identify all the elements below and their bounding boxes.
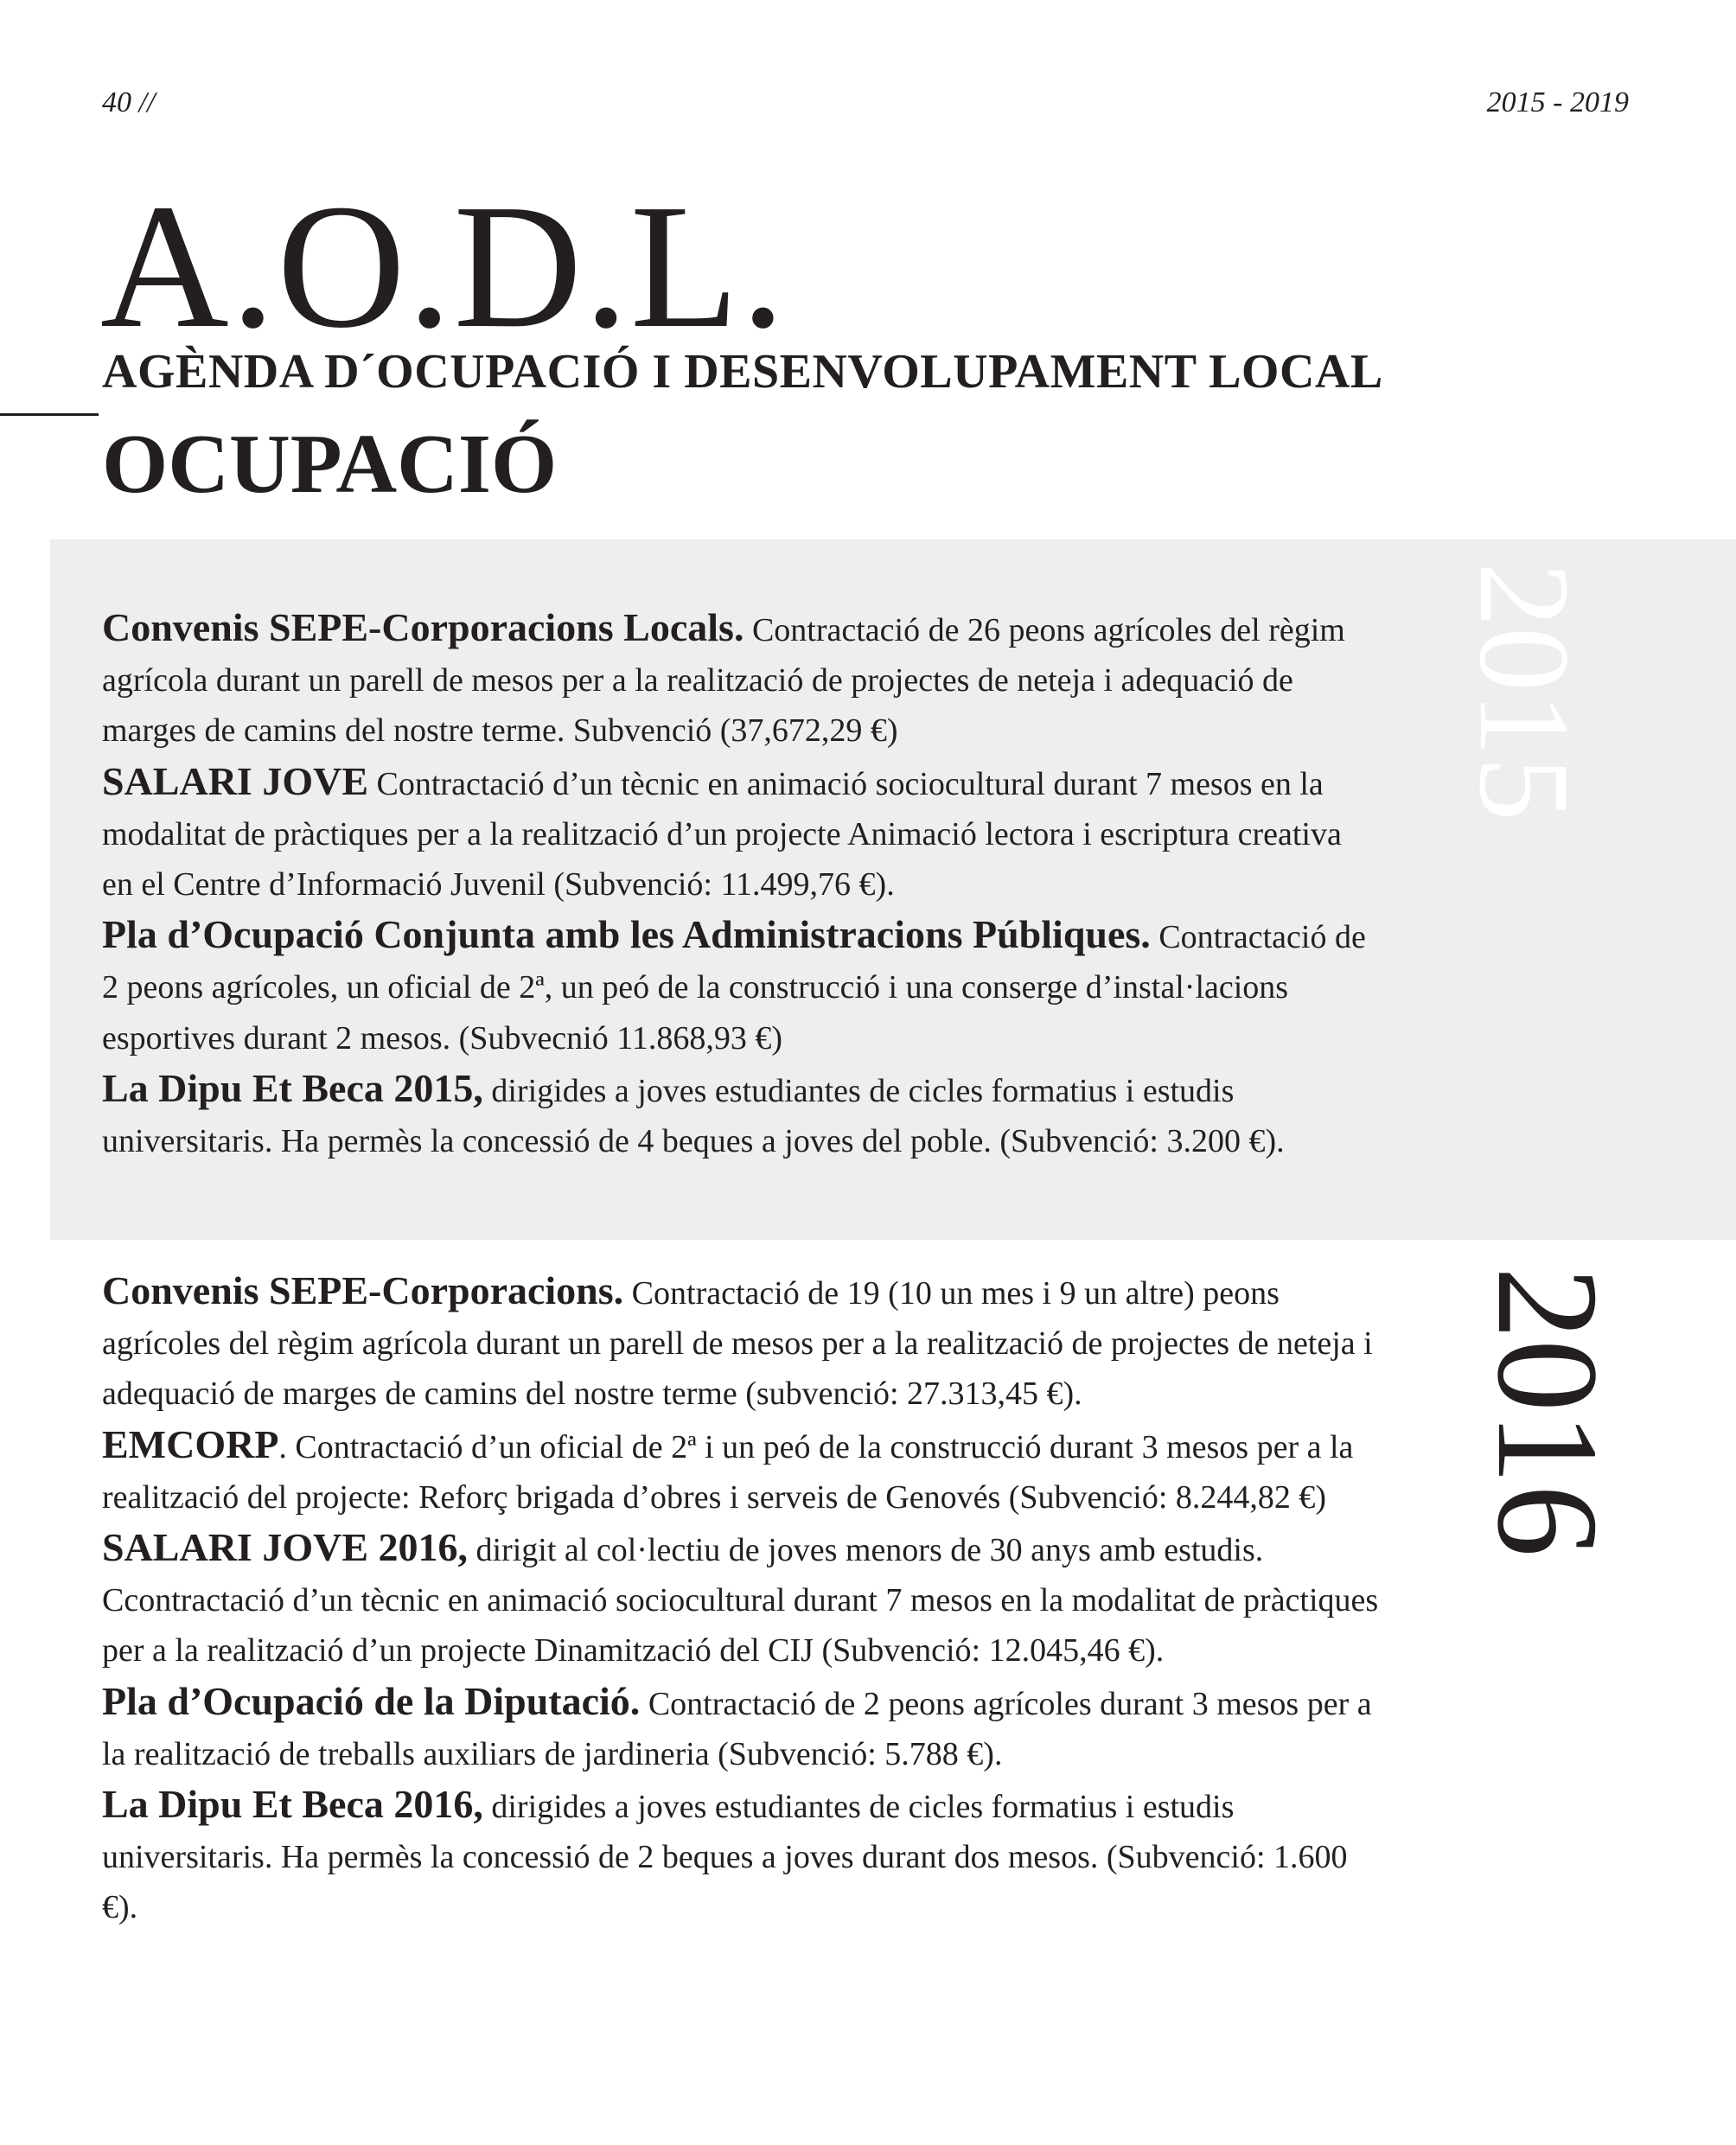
entry-text: Contractació de 2 peons agrícoles, un oficial de 2ª, un peó de la construcció i una conserge d’instal·lacions esportives durant 2 mesos. (Subvecnió 11.868,93 €): [102, 919, 1366, 1057]
entry: [102, 1779, 1380, 1933]
publication-years: 2015 - 2019: [1486, 86, 1629, 118]
entry-title: SALARI JOVE: [102, 758, 369, 803]
entry: [102, 910, 1380, 1063]
entry-title: SALARI JOVE 2016,: [102, 1525, 469, 1570]
entry-text: Contractació de 19 (10 un mes i 9 un altre) peons agrícoles del règim agrícola durant un parell de mesos per a la realització de projectes de neteja i adequació de marges de camins del nostre terme (subvenció: 27.313,45 €).: [102, 1275, 1373, 1413]
section-rule: [0, 413, 99, 416]
entry-text: dirigit al col·lectiu de joves menors de 30 anys amb estudis. Ccontractació d’un tècnic en animació sociocultural durant 7 mesos en la modalitat de pràctiques per a la realització d’un projecte Dinamització del CIJ (Subvenció: 12.045,46 €).: [102, 1532, 1379, 1669]
entry-title: Pla d’Ocupació de la Diputació.: [102, 1678, 641, 1723]
entry-title: EMCORP: [102, 1421, 279, 1466]
entry: [102, 1523, 1380, 1676]
page-number: 40 //: [102, 86, 156, 118]
entry: [102, 1063, 1380, 1166]
entry-title: La Dipu Et Beca 2015,: [102, 1065, 483, 1110]
entry-text: dirigides a joves estudiantes de cicles formatius i estudis universitaris. Ha permès la concessió de 4 beques a joves del poble. (Subvenció: 3.200 €).: [102, 1072, 1285, 1160]
entry: [102, 603, 1380, 756]
entry-title: Convenis SEPE-Corporacions.: [102, 1268, 624, 1312]
entry-text: Contractació d’un tècnic en animació sociocultural durant 7 mesos en la modalitat de pràctiques per a la realització d’un projecte Animació lectora i escriptura creativa en el Centre d’Informació Juvenil (Subvenció: 11.499,76 €).: [102, 765, 1342, 903]
entry-text: . Contractació d’un oficial de 2ª i un peó de la construcció durant 3 mesos per a la realització del projecte: Reforç brigada d’obres i serveis de Genovés (Subvenció: 8.244,82 €): [102, 1428, 1354, 1516]
section-heading: OCUPACIÓ: [102, 418, 558, 511]
entry: [102, 1266, 1380, 1420]
entry-title: Pla d’Ocupació Conjunta amb les Administracions Públiques.: [102, 912, 1151, 957]
year-2015-entries: [102, 603, 1380, 1166]
page-subtitle: AGÈNDA D´OCUPACIÓ I DESENVOLUPAMENT LOCAL: [102, 345, 1383, 399]
year-2016-entries: [102, 1266, 1380, 1933]
entry-title: La Dipu Et Beca 2016,: [102, 1782, 483, 1827]
page-title: A.O.D.L.: [100, 167, 788, 365]
entry-text: dirigides a joves estudiantes de cicles formatius i estudis universitaris. Ha permès la concessió de 2 beques a joves durant dos mesos. (Subvenció: 1.600 €).: [102, 1789, 1348, 1926]
year-label-2016: 2016: [1467, 1267, 1628, 1557]
year-label-2015: 2015: [1452, 562, 1596, 821]
entry-title: Convenis SEPE-Corporacions Locals.: [102, 605, 744, 649]
entry-text: Contractació de 26 peons agrícoles del règim agrícola durant un parell de mesos per a la realització de projectes de neteja i adequació de marges de camins del nostre terme. Subvenció (37,672,29 €): [102, 612, 1345, 750]
entry: [102, 1676, 1380, 1779]
entry-text: Contractació de 2 peons agrícoles durant 3 mesos per a la realització de treballs auxiliars de jardineria (Subvenció: 5.788 €).: [102, 1685, 1372, 1772]
entry: [102, 756, 1380, 910]
entry: [102, 1420, 1380, 1523]
